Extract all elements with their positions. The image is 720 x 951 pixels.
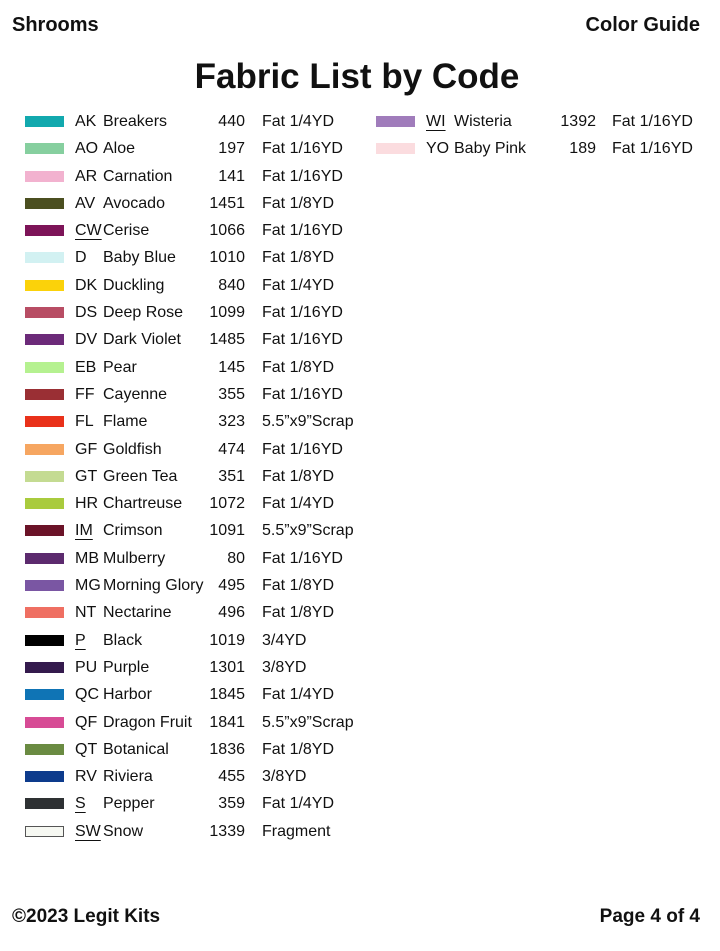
fabric-name: Dark Violet	[103, 331, 181, 349]
color-swatch	[25, 416, 64, 427]
fabric-number: 1836	[209, 740, 245, 758]
fabric-size: Fat 1/4YD	[262, 495, 335, 513]
color-swatch	[25, 826, 64, 837]
fabric-name: Cerise	[103, 222, 150, 240]
fabric-name: Pear	[103, 358, 137, 376]
fabric-size: Fat 1/8YD	[262, 604, 335, 622]
color-swatch	[25, 635, 64, 646]
color-swatch	[25, 280, 64, 291]
fabric-number: 1066	[209, 222, 245, 240]
fabric-name: Crimson	[103, 522, 163, 540]
fabric-size: Fat 1/8YD	[262, 577, 335, 595]
fabric-number: 323	[218, 413, 245, 431]
color-swatch	[25, 116, 64, 127]
fabric-code: SW	[75, 822, 101, 840]
page-title: Fabric List by Code	[194, 57, 520, 96]
fabric-code: AK	[75, 113, 97, 130]
fabric-number: 1451	[209, 194, 245, 212]
fabric-name: Botanical	[103, 740, 169, 758]
fabric-name: Cayenne	[103, 385, 168, 403]
fabric-size: Fat 1/8YD	[262, 194, 335, 212]
fabric-size: Fat 1/16YD	[612, 113, 693, 130]
fabric-number: 1091	[209, 522, 245, 540]
color-swatch	[376, 143, 415, 154]
color-swatch	[25, 553, 64, 564]
fabric-number: 1392	[560, 113, 596, 130]
fabric-code: IM	[75, 522, 93, 540]
fabric-code: GF	[75, 440, 98, 458]
fabric-size: Fat 1/4YD	[262, 276, 335, 294]
fabric-number: 141	[218, 167, 245, 185]
fabric-size: Fat 1/16YD	[262, 549, 343, 567]
color-swatch	[25, 525, 64, 536]
fabric-code: QC	[75, 686, 99, 704]
fabric-number: 1339	[209, 822, 245, 840]
brand-title: Shrooms	[12, 14, 99, 36]
fabric-code: AO	[75, 140, 99, 158]
fabric-code: DK	[75, 276, 98, 294]
fabric-number: 495	[218, 577, 245, 595]
fabric-name: Breakers	[103, 113, 168, 130]
color-swatch	[25, 498, 64, 509]
color-swatch	[25, 689, 64, 700]
fabric-code: S	[75, 795, 86, 813]
color-swatch	[25, 225, 64, 236]
fabric-size: Fat 1/16YD	[262, 385, 343, 403]
fabric-code: DS	[75, 304, 98, 322]
fabric-code: AV	[75, 194, 96, 212]
fabric-number: 440	[218, 113, 245, 130]
fabric-size: Fragment	[262, 822, 331, 840]
color-swatch	[25, 798, 64, 809]
fabric-size: Fat 1/16YD	[262, 140, 343, 158]
fabric-number: 1841	[209, 713, 245, 731]
fabric-number: 351	[218, 467, 245, 485]
color-swatch	[25, 771, 64, 782]
color-swatch	[25, 744, 64, 755]
fabric-number: 1845	[209, 686, 245, 704]
color-swatch	[25, 607, 64, 618]
fabric-code: AR	[75, 167, 98, 185]
fabric-size: 5.5”x9”Scrap	[262, 413, 354, 431]
fabric-size: Fat 1/8YD	[262, 249, 335, 267]
fabric-size: Fat 1/4YD	[262, 113, 335, 130]
fabric-name: Deep Rose	[103, 304, 184, 322]
fabric-number: 1099	[209, 304, 245, 322]
color-swatch	[25, 580, 64, 591]
fabric-size: Fat 1/8YD	[262, 467, 335, 485]
page-number: Page 4 of 4	[599, 906, 700, 927]
fabric-number: 145	[218, 358, 245, 376]
fabric-name: Goldfish	[103, 440, 162, 458]
color-swatch	[25, 389, 64, 400]
fabric-code: YO	[426, 140, 450, 158]
fabric-number: 1019	[209, 631, 245, 649]
guide-label: Color Guide	[585, 14, 700, 36]
fabric-code: QF	[75, 713, 98, 731]
fabric-number: 840	[218, 276, 245, 294]
fabric-code: WI	[426, 113, 446, 130]
fabric-name: Flame	[103, 413, 148, 431]
fabric-code: RV	[75, 768, 97, 786]
fabric-number: 1485	[209, 331, 245, 349]
fabric-number: 474	[218, 440, 245, 458]
fabric-name: Riviera	[103, 768, 153, 786]
fabric-name: Chartreuse	[103, 495, 183, 513]
fabric-name: Baby Blue	[103, 249, 176, 267]
fabric-name: Aloe	[103, 140, 136, 158]
fabric-size: 5.5”x9”Scrap	[262, 713, 354, 731]
color-swatch	[25, 307, 64, 318]
fabric-code: HR	[75, 495, 99, 513]
fabric-name: Dragon Fruit	[103, 713, 192, 731]
color-swatch	[25, 362, 64, 373]
fabric-size: Fat 1/4YD	[262, 686, 335, 704]
color-swatch	[25, 171, 64, 182]
fabric-size: Fat 1/16YD	[262, 304, 343, 322]
fabric-size: Fat 1/16YD	[612, 140, 693, 158]
fabric-size: Fat 1/4YD	[262, 795, 335, 813]
fabric-number: 189	[569, 140, 596, 158]
fabric-number: 1072	[209, 495, 245, 513]
fabric-code: GT	[75, 467, 98, 485]
fabric-number: 355	[218, 385, 245, 403]
fabric-name: Green Tea	[103, 467, 178, 485]
color-swatch	[25, 143, 64, 154]
color-swatch	[25, 198, 64, 209]
fabric-size: Fat 1/16YD	[262, 222, 343, 240]
fabric-size: 5.5”x9”Scrap	[262, 522, 354, 540]
color-swatch	[25, 334, 64, 345]
fabric-number: 80	[227, 549, 245, 567]
fabric-code: PU	[75, 658, 98, 676]
fabric-code: FF	[75, 385, 95, 403]
fabric-number: 359	[218, 795, 245, 813]
fabric-code: D	[75, 249, 87, 267]
fabric-name: Black	[103, 631, 143, 649]
fabric-name: Pepper	[103, 795, 155, 813]
fabric-code: MB	[75, 549, 99, 567]
color-swatch	[25, 252, 64, 263]
color-swatch	[25, 444, 64, 455]
fabric-code: QT	[75, 740, 98, 758]
fabric-name: Nectarine	[103, 604, 172, 622]
fabric-code: NT	[75, 604, 97, 622]
fabric-name: Purple	[103, 658, 150, 676]
fabric-name: Snow	[103, 822, 144, 840]
color-swatch	[25, 471, 64, 482]
copyright: ©2023 Legit Kits	[12, 906, 161, 927]
fabric-name: Carnation	[103, 167, 173, 185]
fabric-code: P	[75, 631, 86, 649]
fabric-code: EB	[75, 358, 97, 376]
fabric-size: Fat 1/16YD	[262, 440, 343, 458]
fabric-name: Harbor	[103, 686, 152, 704]
fabric-code: CW	[75, 222, 102, 240]
fabric-name: Baby Pink	[454, 140, 527, 158]
fabric-name: Mulberry	[103, 549, 166, 567]
color-swatch	[376, 116, 415, 127]
fabric-name: Duckling	[103, 276, 165, 294]
fabric-code: DV	[75, 331, 98, 349]
color-swatch	[25, 662, 64, 673]
fabric-code: FL	[75, 413, 94, 431]
fabric-size: 3/8YD	[262, 768, 307, 786]
fabric-number: 197	[218, 140, 245, 158]
fabric-code: MG	[75, 577, 101, 595]
fabric-size: Fat 1/8YD	[262, 740, 335, 758]
fabric-name: Wisteria	[454, 113, 512, 130]
fabric-name: Morning Glory	[103, 577, 204, 595]
fabric-size: Fat 1/16YD	[262, 167, 343, 185]
fabric-number: 455	[218, 768, 245, 786]
fabric-size: Fat 1/16YD	[262, 331, 343, 349]
fabric-size: 3/8YD	[262, 658, 307, 676]
fabric-number: 496	[218, 604, 245, 622]
fabric-name: Avocado	[103, 194, 165, 212]
fabric-number: 1301	[209, 658, 245, 676]
fabric-number: 1010	[209, 249, 245, 267]
fabric-size: Fat 1/8YD	[262, 358, 335, 376]
color-swatch	[25, 717, 64, 728]
fabric-size: 3/4YD	[262, 631, 307, 649]
